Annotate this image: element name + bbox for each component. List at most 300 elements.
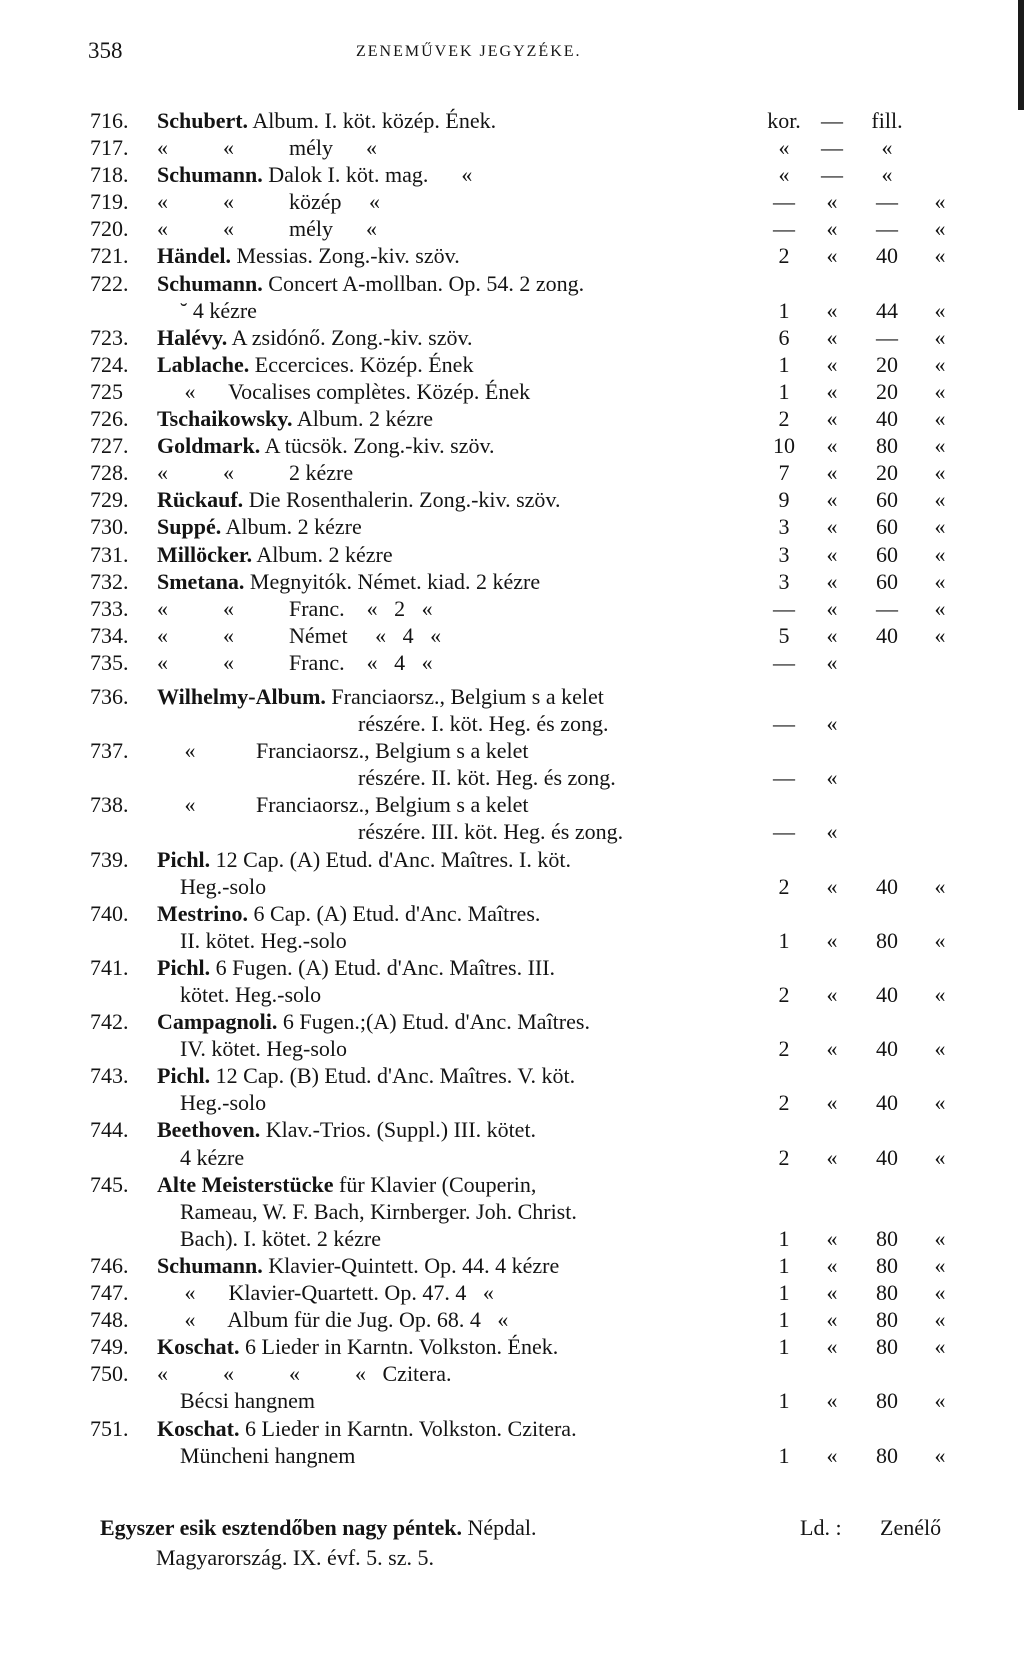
entry-row bbox=[0, 270, 1024, 297]
price-col-2: « bbox=[826, 819, 838, 845]
price-col-3: — bbox=[876, 595, 898, 621]
entry-composer: Tschaikowsky. bbox=[157, 406, 293, 432]
price-col-1: 2 bbox=[778, 243, 790, 269]
entry-title bbox=[180, 873, 266, 900]
entry-number: 722. bbox=[90, 270, 129, 296]
entry-row bbox=[0, 1360, 1024, 1387]
entry-row bbox=[0, 324, 1024, 351]
entry-title bbox=[180, 1035, 347, 1062]
entry-number: 750. bbox=[90, 1361, 129, 1387]
entry-number: 747. bbox=[90, 1280, 129, 1306]
entry-title bbox=[180, 927, 347, 954]
price-col-4: « bbox=[934, 378, 946, 404]
entry-description: 6 Fugen. (A) Etud. d'Anc. Maîtres. III. bbox=[210, 954, 556, 980]
entry-number: 729. bbox=[90, 487, 129, 513]
price-col-4: « bbox=[934, 243, 946, 269]
price-col-3: 60 bbox=[876, 514, 898, 540]
price-col-3: fill. bbox=[871, 108, 903, 133]
price-col-2: — bbox=[821, 162, 843, 188]
price-col-2: « bbox=[826, 297, 838, 323]
price-col-4: « bbox=[934, 433, 946, 459]
entry-title bbox=[157, 351, 473, 378]
entry-number: 720. bbox=[90, 216, 129, 242]
entry-number: 740. bbox=[90, 900, 129, 926]
entry-number: 716. bbox=[90, 108, 129, 133]
entry-description: II. kötet. Heg.-solo bbox=[180, 927, 347, 953]
entry-title bbox=[180, 1387, 315, 1414]
entry-title bbox=[157, 1279, 494, 1306]
price-col-4: « bbox=[934, 1090, 946, 1116]
entry-description: A tücsök. Zong.-kiv. szöv. bbox=[260, 433, 495, 459]
price-col-3: 80 bbox=[876, 1225, 898, 1251]
entry-title bbox=[157, 954, 555, 981]
entry-title bbox=[157, 378, 530, 405]
entry-composer: Pichl. bbox=[157, 1063, 211, 1089]
entry-row bbox=[0, 161, 1024, 188]
entry-row bbox=[0, 1089, 1024, 1116]
entry-number: 728. bbox=[90, 460, 129, 486]
entry-title bbox=[157, 595, 433, 622]
price-col-1: 5 bbox=[778, 622, 790, 648]
price-col-3: 20 bbox=[876, 351, 898, 377]
entry-number: 746. bbox=[90, 1252, 129, 1278]
entry-number: 733. bbox=[90, 595, 129, 621]
entry-row bbox=[0, 818, 1024, 845]
entry-title bbox=[157, 405, 433, 432]
price-col-1: 2 bbox=[778, 1036, 790, 1062]
entry-row bbox=[0, 459, 1024, 486]
price-col-2: « bbox=[826, 351, 838, 377]
entry-number: 739. bbox=[90, 846, 129, 872]
entry-row bbox=[0, 737, 1024, 764]
price-col-1: — bbox=[773, 189, 795, 215]
price-col-3: 40 bbox=[876, 1144, 898, 1170]
entry-row bbox=[0, 405, 1024, 432]
price-col-2: « bbox=[826, 1334, 838, 1360]
price-col-2: « bbox=[826, 406, 838, 432]
price-col-1: 1 bbox=[778, 1307, 790, 1333]
entry-composer: Koschat. bbox=[157, 1415, 240, 1441]
entry-description: 6 Fugen.;(A) Etud. d'Anc. Maîtres. bbox=[277, 1009, 590, 1035]
price-col-2: « bbox=[826, 595, 838, 621]
price-col-3: 80 bbox=[876, 433, 898, 459]
entry-title bbox=[358, 710, 608, 737]
entry-number: 751. bbox=[90, 1415, 129, 1441]
entry-title bbox=[180, 1144, 244, 1171]
entry-row bbox=[0, 846, 1024, 873]
entry-title bbox=[157, 1252, 559, 1279]
entry-description: « Franciaorsz., Belgium s a kelet bbox=[157, 738, 529, 764]
price-col-4: « bbox=[934, 1442, 946, 1468]
entry-description: Megnyitók. Német. kiad. 2 kézre bbox=[244, 568, 541, 594]
price-col-2: « bbox=[826, 216, 838, 242]
price-col-3: 80 bbox=[876, 1334, 898, 1360]
entry-composer: Lablache. bbox=[157, 351, 250, 377]
price-col-4: « bbox=[934, 487, 946, 513]
entry-composer: Koschat. bbox=[157, 1334, 240, 1360]
footer-title: Egyszer esik esztendőben nagy péntek. bbox=[100, 1515, 462, 1540]
price-col-4: « bbox=[934, 541, 946, 567]
entry-title bbox=[157, 1116, 536, 1143]
price-col-1: 1 bbox=[778, 351, 790, 377]
price-col-1: — bbox=[773, 711, 795, 737]
entry-row bbox=[0, 134, 1024, 161]
entry-row bbox=[0, 764, 1024, 791]
price-col-4: « bbox=[934, 1144, 946, 1170]
price-col-2: « bbox=[826, 982, 838, 1007]
price-col-2: — bbox=[821, 135, 843, 161]
price-col-3: — bbox=[876, 216, 898, 242]
price-col-1: 1 bbox=[778, 297, 790, 323]
entry-row bbox=[0, 188, 1024, 215]
price-col-3: — bbox=[876, 324, 898, 350]
entry-description: Album. 2 kézre bbox=[252, 541, 393, 567]
price-col-3: « bbox=[881, 162, 893, 188]
entry-number: 723. bbox=[90, 324, 129, 350]
entry-description: « « mély « bbox=[157, 135, 377, 161]
price-col-1: — bbox=[773, 649, 795, 675]
entry-title bbox=[180, 1198, 577, 1225]
entry-number: 736. bbox=[90, 683, 129, 709]
entry-description: A zsidónő. Zong.-kiv. szöv. bbox=[227, 324, 473, 350]
price-col-3: 40 bbox=[876, 1036, 898, 1062]
entry-title bbox=[157, 459, 353, 486]
entry-number: 731. bbox=[90, 541, 129, 567]
price-col-2: « bbox=[826, 568, 838, 594]
entry-description: 6 Cap. (A) Etud. d'Anc. Maîtres. bbox=[248, 900, 541, 926]
footer-line-2 bbox=[100, 1543, 970, 1573]
entry-composer: Alte Meisterstücke bbox=[157, 1171, 334, 1197]
price-col-3: 40 bbox=[876, 982, 898, 1007]
entry-title bbox=[157, 622, 441, 649]
entry-title bbox=[157, 513, 362, 540]
price-col-4: « bbox=[934, 406, 946, 432]
price-col-1: 3 bbox=[778, 568, 790, 594]
page-header bbox=[88, 38, 968, 78]
catalog-list bbox=[0, 107, 1024, 1469]
entry-row bbox=[0, 1333, 1024, 1360]
price-col-4: « bbox=[934, 595, 946, 621]
entry-title bbox=[157, 188, 380, 215]
entry-description: 6 Lieder in Karntn. Volkston. Ének. bbox=[239, 1334, 559, 1360]
entry-title bbox=[157, 270, 584, 297]
entry-number: 730. bbox=[90, 514, 129, 540]
price-col-2: « bbox=[826, 541, 838, 567]
footer-genre: Népdal. bbox=[462, 1515, 537, 1540]
entry-composer: Mestrino. bbox=[157, 900, 249, 926]
entry-description: részére. I. köt. Heg. és zong. bbox=[358, 711, 609, 737]
entry-number: 749. bbox=[90, 1334, 129, 1360]
entry-number: 725 bbox=[90, 378, 123, 404]
price-col-3: 80 bbox=[876, 927, 898, 953]
entry-title bbox=[157, 1062, 575, 1089]
entry-description: « « mély « bbox=[157, 216, 377, 242]
price-col-2: « bbox=[826, 378, 838, 404]
price-col-1: — bbox=[773, 819, 795, 845]
entry-description: « Album für die Jug. Op. 68. 4 « bbox=[157, 1307, 509, 1333]
price-col-2: « bbox=[826, 622, 838, 648]
price-col-3: 80 bbox=[876, 1307, 898, 1333]
entry-number: 737. bbox=[90, 738, 129, 764]
entry-title bbox=[157, 432, 495, 459]
price-col-2: « bbox=[826, 1280, 838, 1306]
entry-description: 6 Lieder in Karntn. Volkston. Czitera. bbox=[239, 1415, 577, 1441]
entry-row bbox=[0, 513, 1024, 540]
entry-title bbox=[157, 683, 604, 710]
entry-description: Franciaorsz., Belgium s a kelet bbox=[325, 683, 604, 709]
entry-description: Album. 2 kézre bbox=[221, 514, 362, 540]
entry-row bbox=[0, 1008, 1024, 1035]
entry-composer: Schubert. bbox=[157, 108, 249, 133]
entry-title bbox=[180, 1089, 266, 1116]
footer-ld: Ld. : bbox=[800, 1515, 842, 1540]
footer-source: Magyarország. IX. évf. 5. sz. 5. bbox=[156, 1545, 434, 1570]
entry-composer: Schumann. bbox=[157, 270, 263, 296]
price-col-1: — bbox=[773, 595, 795, 621]
entry-description: Heg.-solo bbox=[180, 873, 267, 899]
entry-row bbox=[0, 486, 1024, 513]
entry-title bbox=[157, 568, 540, 595]
entry-composer: Millöcker. bbox=[157, 541, 253, 567]
entry-row bbox=[0, 622, 1024, 649]
entry-description: Die Rosenthalerin. Zong.-kiv. szöv. bbox=[243, 487, 561, 513]
entry-row bbox=[0, 541, 1024, 568]
price-col-4: « bbox=[934, 189, 946, 215]
entry-composer: Halévy. bbox=[157, 324, 228, 350]
price-col-4: « bbox=[934, 1036, 946, 1062]
price-col-1: « bbox=[778, 162, 790, 188]
price-col-3: 40 bbox=[876, 406, 898, 432]
entry-title bbox=[157, 541, 393, 568]
entry-title bbox=[180, 981, 321, 1008]
entry-description: « « Franc. « 2 « bbox=[157, 595, 433, 621]
price-col-2: « bbox=[826, 433, 838, 459]
page-number: 358 bbox=[88, 38, 123, 63]
entry-description: « « közép « bbox=[157, 189, 381, 215]
price-col-4: « bbox=[934, 1225, 946, 1251]
price-col-3: 20 bbox=[876, 378, 898, 404]
entry-row bbox=[0, 215, 1024, 242]
entry-description: Concert A-mollban. Op. 54. 2 zong. bbox=[262, 270, 585, 296]
entry-description: Heg.-solo bbox=[180, 1090, 267, 1116]
price-col-1: 6 bbox=[778, 324, 790, 350]
price-col-2: « bbox=[826, 324, 838, 350]
entry-row bbox=[0, 710, 1024, 737]
entry-composer: Pichl. bbox=[157, 846, 211, 872]
entry-row bbox=[0, 1171, 1024, 1198]
price-col-1: « bbox=[778, 135, 790, 161]
price-col-4: « bbox=[934, 514, 946, 540]
price-col-2: « bbox=[826, 189, 838, 215]
price-col-1: 1 bbox=[778, 1442, 790, 1468]
entry-row bbox=[0, 1442, 1024, 1469]
entry-description: « Vocalises complètes. Közép. Ének bbox=[157, 378, 531, 404]
entry-row bbox=[0, 1279, 1024, 1306]
entry-number: 744. bbox=[90, 1117, 129, 1143]
entry-row bbox=[0, 683, 1024, 710]
price-col-2: « bbox=[826, 1225, 838, 1251]
price-col-1: 2 bbox=[778, 1090, 790, 1116]
price-col-4: « bbox=[934, 297, 946, 323]
entry-row bbox=[0, 568, 1024, 595]
footer-citation bbox=[100, 1513, 970, 1573]
entry-description: 12 Cap. (A) Etud. d'Anc. Maîtres. I. köt. bbox=[210, 846, 571, 872]
entry-row bbox=[0, 595, 1024, 622]
entry-row bbox=[0, 242, 1024, 269]
entry-title bbox=[180, 1225, 381, 1252]
price-col-2: « bbox=[826, 487, 838, 513]
entry-description: « Franciaorsz., Belgium s a kelet bbox=[157, 792, 529, 818]
price-col-2: — bbox=[821, 108, 843, 133]
entry-row bbox=[0, 297, 1024, 324]
price-col-1: 10 bbox=[773, 433, 795, 459]
price-col-2: « bbox=[826, 1090, 838, 1116]
entry-number: 734. bbox=[90, 622, 129, 648]
entry-description: 12 Cap. (B) Etud. d'Anc. Maîtres. V. köt. bbox=[210, 1063, 576, 1089]
entry-row bbox=[0, 1387, 1024, 1414]
entry-row bbox=[0, 1306, 1024, 1333]
entry-description: Rameau, W. F. Bach, Kirnberger. Joh. Christ. bbox=[180, 1198, 577, 1224]
entry-composer: Händel. bbox=[157, 243, 231, 269]
price-col-2: « bbox=[826, 243, 838, 269]
entry-title bbox=[157, 324, 473, 351]
entry-composer: Schumann. bbox=[157, 1252, 263, 1278]
price-col-1: 7 bbox=[778, 460, 790, 486]
price-col-1: 1 bbox=[778, 378, 790, 404]
entry-row bbox=[0, 351, 1024, 378]
entry-row bbox=[0, 107, 1024, 134]
entry-description: « « Franc. « 4 « bbox=[157, 649, 433, 675]
price-col-3: « bbox=[881, 135, 893, 161]
price-col-1: 1 bbox=[778, 1252, 790, 1278]
entry-number: 719. bbox=[90, 189, 129, 215]
price-col-4: « bbox=[934, 873, 946, 899]
entry-row bbox=[0, 432, 1024, 459]
price-col-4: « bbox=[934, 1388, 946, 1414]
price-col-3: 40 bbox=[876, 873, 898, 899]
entry-number: 743. bbox=[90, 1063, 129, 1089]
entry-description: Dalok I. köt. mag. « bbox=[262, 162, 473, 188]
entry-description: részére. II. köt. Heg. és zong. bbox=[358, 765, 616, 791]
price-col-1: 3 bbox=[778, 541, 790, 567]
price-col-4: « bbox=[934, 622, 946, 648]
entry-description: ˘ 4 kézre bbox=[180, 297, 257, 323]
entry-number: 721. bbox=[90, 243, 129, 269]
entry-row bbox=[0, 791, 1024, 818]
price-col-2: « bbox=[826, 1307, 838, 1333]
price-col-3: 80 bbox=[876, 1442, 898, 1468]
price-col-3: 44 bbox=[876, 297, 898, 323]
entry-number: 735. bbox=[90, 649, 129, 675]
entry-composer: Beethoven. bbox=[157, 1117, 261, 1143]
entry-row bbox=[0, 1415, 1024, 1442]
entry-description: Eccercices. Közép. Ének bbox=[249, 351, 474, 377]
price-col-4: « bbox=[934, 927, 946, 953]
entry-number: 738. bbox=[90, 792, 129, 818]
entry-title bbox=[157, 486, 561, 513]
price-col-2: « bbox=[826, 460, 838, 486]
price-col-2: « bbox=[826, 1036, 838, 1062]
entry-title bbox=[157, 846, 571, 873]
entry-row bbox=[0, 1035, 1024, 1062]
entry-title bbox=[157, 649, 433, 676]
entry-row bbox=[0, 954, 1024, 981]
price-col-1: — bbox=[773, 765, 795, 791]
price-col-2: « bbox=[826, 1442, 838, 1468]
entry-title bbox=[157, 161, 472, 188]
entry-description: Album. 2 kézre bbox=[292, 406, 434, 432]
price-col-1: 2 bbox=[778, 1144, 790, 1170]
entry-composer: Pichl. bbox=[157, 954, 211, 980]
price-col-1: 2 bbox=[778, 873, 790, 899]
entry-row bbox=[0, 1252, 1024, 1279]
price-col-4: « bbox=[934, 1280, 946, 1306]
entry-description: részére. III. köt. Heg. és zong. bbox=[358, 819, 624, 845]
price-col-2: « bbox=[826, 1144, 838, 1170]
entry-description: IV. kötet. Heg-solo bbox=[180, 1036, 348, 1062]
entry-title bbox=[180, 1442, 355, 1469]
entry-row bbox=[0, 873, 1024, 900]
entry-description: Klav.-Trios. (Suppl.) III. kötet. bbox=[260, 1117, 537, 1143]
entry-title bbox=[358, 818, 623, 845]
entry-description: Album. I. köt. közép. Ének. bbox=[248, 108, 497, 133]
entry-number: 717. bbox=[90, 135, 129, 161]
entry-row bbox=[0, 1062, 1024, 1089]
entry-row bbox=[0, 378, 1024, 405]
price-col-4: « bbox=[934, 216, 946, 242]
price-col-4: « bbox=[934, 1307, 946, 1333]
price-col-1: 9 bbox=[778, 487, 790, 513]
price-col-1: 1 bbox=[778, 1225, 790, 1251]
price-col-3: 80 bbox=[876, 1388, 898, 1414]
price-col-2: « bbox=[826, 649, 838, 675]
price-col-1: 2 bbox=[778, 406, 790, 432]
entry-number: 745. bbox=[90, 1171, 129, 1197]
entry-description: « « Német « 4 « bbox=[157, 622, 442, 648]
entry-description: 4 kézre bbox=[180, 1144, 245, 1170]
price-col-4: « bbox=[934, 324, 946, 350]
price-col-2: « bbox=[826, 1252, 838, 1278]
price-col-3: 60 bbox=[876, 541, 898, 567]
price-col-1: kor. bbox=[767, 108, 801, 133]
price-col-3: 60 bbox=[876, 568, 898, 594]
entry-composer: Campagnoli. bbox=[157, 1009, 278, 1035]
entry-row bbox=[0, 649, 1024, 676]
price-col-1: 3 bbox=[778, 514, 790, 540]
price-col-2: « bbox=[826, 1388, 838, 1414]
entry-number: 742. bbox=[90, 1009, 129, 1035]
price-col-2: « bbox=[826, 927, 838, 953]
price-col-3: 20 bbox=[876, 460, 898, 486]
price-col-1: 2 bbox=[778, 982, 790, 1007]
price-col-2: « bbox=[826, 873, 838, 899]
entry-number: 741. bbox=[90, 954, 129, 980]
price-col-3: 80 bbox=[876, 1252, 898, 1278]
entry-title bbox=[157, 1415, 577, 1442]
entry-description: « Klavier-Quartett. Op. 47. 4 « bbox=[157, 1280, 494, 1306]
entry-number: 748. bbox=[90, 1307, 129, 1333]
entry-row bbox=[0, 1144, 1024, 1171]
price-col-1: 1 bbox=[778, 1388, 790, 1414]
entry-title bbox=[157, 1008, 590, 1035]
price-col-3: 60 bbox=[876, 487, 898, 513]
entry-number: 718. bbox=[90, 162, 129, 188]
entry-description: « « 2 kézre bbox=[157, 460, 354, 486]
price-col-4: « bbox=[934, 1334, 946, 1360]
page-edge bbox=[1018, 0, 1024, 110]
price-col-2: « bbox=[826, 514, 838, 540]
entry-description: Bécsi hangnem bbox=[180, 1388, 316, 1414]
